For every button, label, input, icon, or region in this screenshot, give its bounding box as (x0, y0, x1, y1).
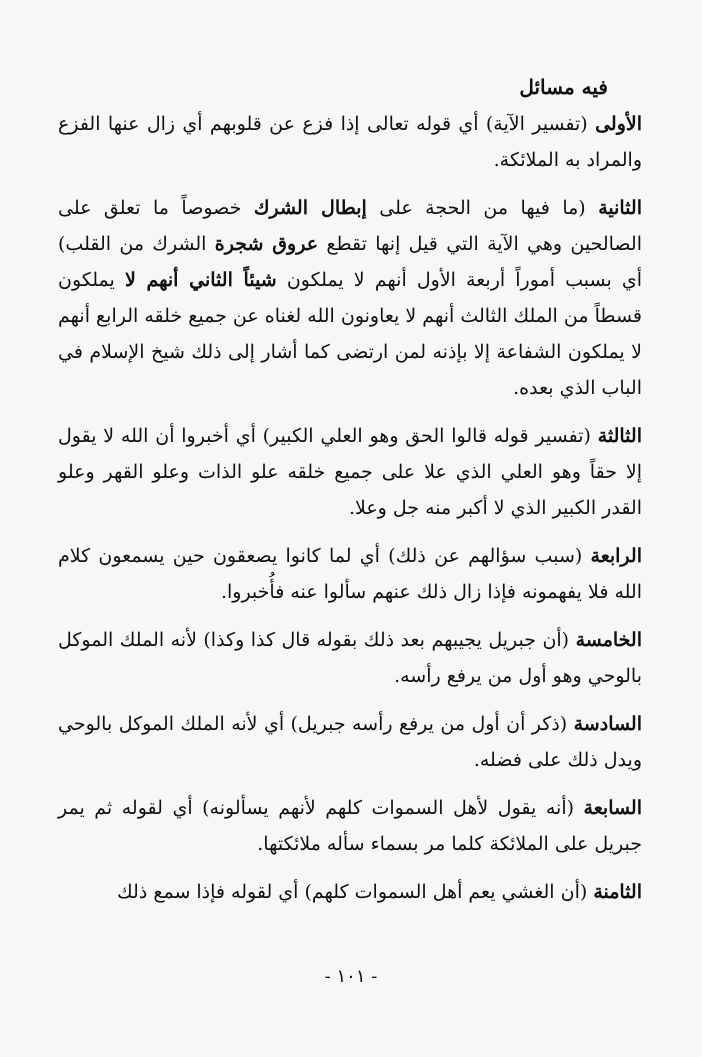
emphasized-text: إبطال الشرك (253, 197, 367, 219)
issue-paragraph (58, 706, 642, 778)
issue-label: الرابعة (590, 545, 642, 567)
issue-paragraph (58, 874, 642, 910)
section-heading: فيه مسائل (519, 75, 608, 99)
paragraph-text: الشرك من القلب) أي بسبب أموراً أربعة الأول أنهم لا يملكون (58, 233, 642, 291)
issue-label: الثانية (598, 197, 642, 219)
issue-paragraph (58, 790, 642, 862)
document-body (58, 106, 642, 910)
paragraph-text: (أن جبريل يجيبهم بعد ذلك بقوله قال كذا وكذا) لأنه الملك الموكل بالوحي وهو أول من يرفع رأسه. (58, 629, 642, 687)
paragraph-text: (ذكر أن أول من يرفع رأسه جبريل) أي لأنه الملك الموكل بالوحي ويدل ذلك على فضله. (58, 713, 642, 771)
paragraph-text: (تفسير قوله قالوا الحق وهو العلي الكبير) أي أخبروا أن الله لا يقول إلا حقاً وهو العلي الذي علا على جميع خلقه علو الذات وعلو القهر وعلو القدر الكبير الذي لا أكبر منه جل وعلا. (58, 425, 642, 519)
issue-paragraph (58, 622, 642, 694)
paragraph-text: (ما فيها من الحجة على (366, 197, 599, 219)
issue-label: السادسة (573, 713, 642, 735)
issue-paragraph (58, 418, 642, 526)
paragraph-text: خصوصاً ما تعلق على الصالحين وهي الآية التي قيل إنها تقطع (58, 197, 642, 255)
paragraph-text: (أن الغشي يعم أهل السموات كلهم) أي لقوله فإذا سمع ذلك (117, 881, 594, 903)
issue-label: الأولى (595, 113, 642, 135)
issue-label: الخامسة (575, 629, 642, 651)
issue-label: الثامنة (593, 881, 642, 903)
issue-paragraph (58, 538, 642, 610)
paragraph-text: (سبب سؤالهم عن ذلك) أي لما كانوا يصعقون حين يسمعون كلام الله فلا يفهمونه فإذا زال ذلك عنهم سألوا عنه فأُخبروا. (58, 545, 642, 603)
paragraph-text: (أنه يقول لأهل السموات كلهم لأنهم يسألونه) أي لقوله ثم يمر جبريل على الملائكة كلما مر بسماء سأله ملائكتها. (58, 797, 642, 855)
page-number: - ١٠١ - (324, 966, 378, 987)
issue-paragraph (58, 106, 642, 178)
issue-paragraph (58, 190, 642, 406)
paragraph-text: يملكون قسطاً من الملك الثالث أنهم لا يعاونون الله لغناه عن جميع خلقه الرابع أنهم لا يملكون الشفاعة إلا بإذنه لمن ارتضى كما أشار إلى ذلك شيخ الإسلام في الباب الذي بعده. (58, 269, 642, 399)
issue-label: السابعة (583, 797, 642, 819)
emphasized-text: عروق شجرة (214, 233, 319, 255)
paragraph-text: (تفسير الآية) أي قوله تعالى إذا فزع عن قلوبهم أي زال عنها الفزع والمراد به الملائكة. (58, 113, 642, 171)
issue-label: الثالثة (597, 425, 642, 447)
emphasized-text: شيئاً الثاني أنهم لا (124, 269, 277, 291)
